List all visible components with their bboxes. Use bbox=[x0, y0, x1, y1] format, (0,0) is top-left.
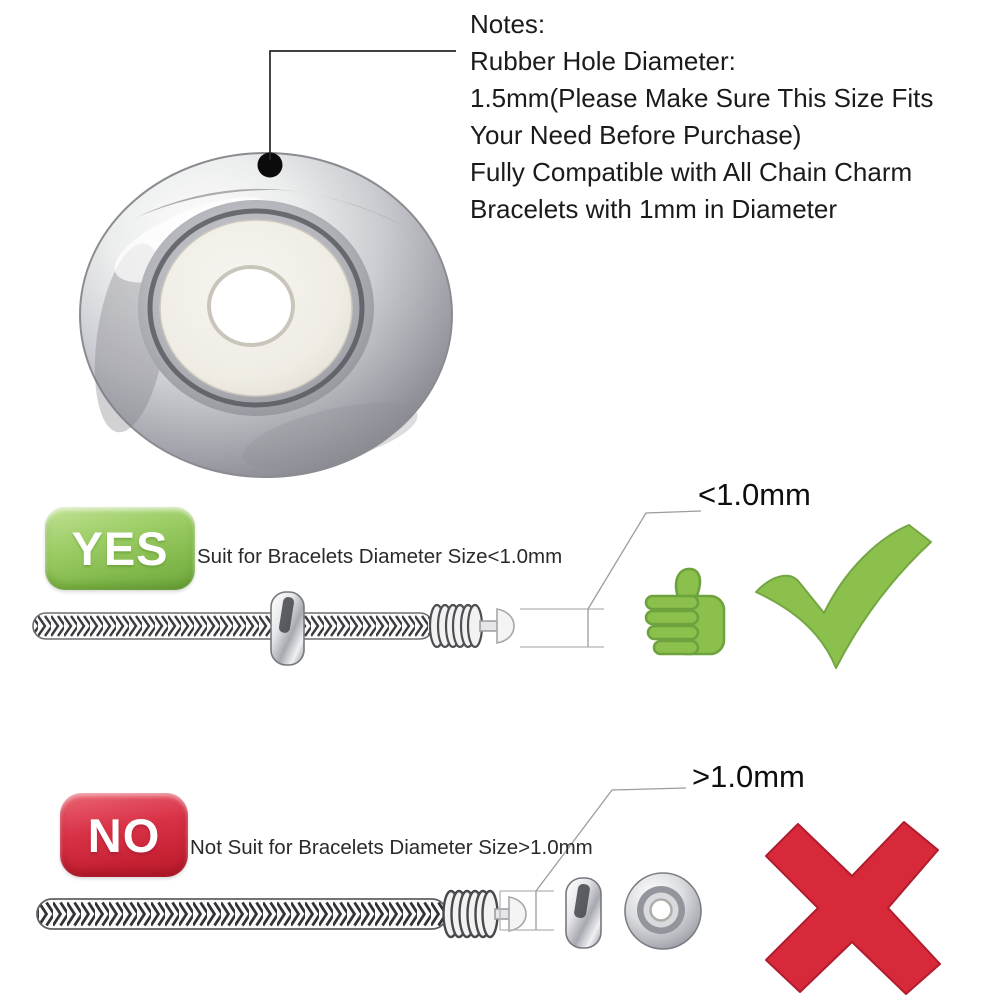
yes-size-label: <1.0mm bbox=[698, 477, 811, 512]
notes-line: Fully Compatible with All Chain Charm bbox=[470, 157, 913, 187]
no-badge-label: NO bbox=[87, 808, 161, 862]
yes-description: Suit for Bracelets Diameter Size<1.0mm bbox=[197, 545, 563, 568]
yes-badge-label: YES bbox=[71, 522, 169, 575]
no-description: Not Suit for Bracelets Diameter Size>1.0mm bbox=[190, 836, 593, 859]
notes-text bbox=[470, 6, 933, 228]
notes-line: 1.5mm(Please Make Sure This Size Fits bbox=[470, 83, 934, 113]
notes-line: Your Need Before Purchase) bbox=[470, 120, 802, 150]
notes-line: Rubber Hole Diameter: bbox=[470, 46, 736, 76]
no-size-label: >1.0mm bbox=[692, 759, 805, 794]
check-icon bbox=[752, 518, 957, 678]
cross-icon bbox=[756, 816, 948, 1000]
notes-leader-line bbox=[270, 51, 456, 160]
notes-line: Bracelets with 1mm in Diameter bbox=[470, 194, 837, 224]
notes-heading: Notes: bbox=[470, 9, 546, 39]
no-badge bbox=[60, 793, 188, 877]
yes-badge bbox=[45, 507, 195, 590]
thumbs-up-icon bbox=[640, 566, 732, 662]
